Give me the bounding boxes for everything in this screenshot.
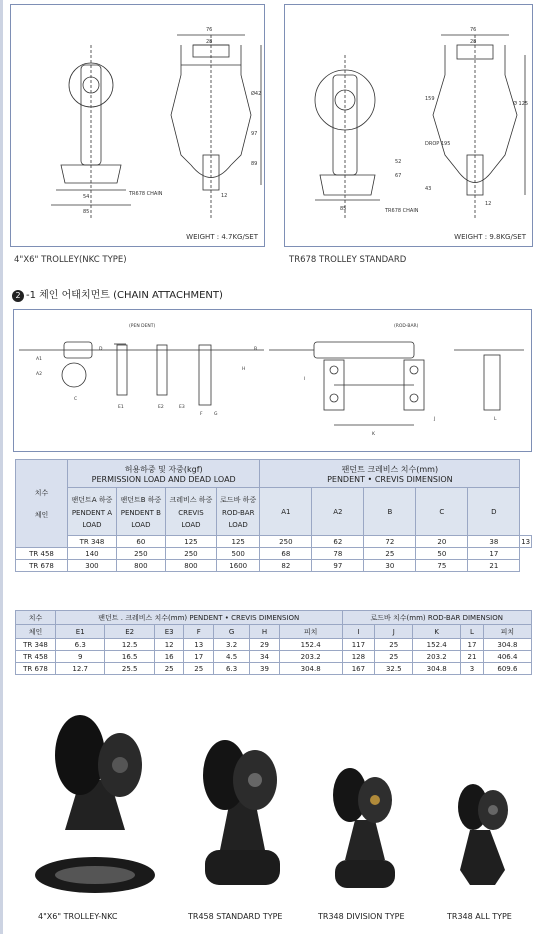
dim-a2: A2 bbox=[36, 372, 42, 377]
col-e1: E1 bbox=[56, 625, 105, 639]
col-e2: E2 bbox=[105, 625, 154, 639]
nkc-trolley-photo bbox=[20, 710, 170, 905]
load-group-header: 허용하중 및 자중(kgf) PERMISSION LOAD AND DEAD LOAD bbox=[68, 460, 260, 488]
col-crevis: 크레비스 하중 CREVIS LOAD bbox=[165, 488, 216, 536]
dim-159: 159 bbox=[425, 96, 435, 102]
dim-97: 97 bbox=[251, 131, 258, 137]
tr678-trolley-caption: TR678 TROLLEY STANDARD bbox=[289, 255, 407, 265]
row-name: TR 458 bbox=[16, 548, 68, 560]
dim-43: 43 bbox=[425, 186, 432, 192]
row-name: TR 348 bbox=[68, 536, 117, 548]
dim-28: 28 bbox=[206, 39, 213, 45]
col-l: L bbox=[461, 625, 484, 639]
col-i: I bbox=[342, 625, 375, 639]
col-pitch: 피치 bbox=[279, 625, 342, 639]
table-row: TR 458 9 16.5 16 17 4.5 34 203.2 128 25 203.2 21 406.4 bbox=[16, 651, 532, 663]
col-c: C bbox=[416, 488, 468, 536]
dim-76: 76 bbox=[206, 27, 213, 33]
nkc-trolley-drawing bbox=[11, 5, 264, 246]
dim-54: 54 bbox=[83, 194, 90, 200]
section-number-badge: 2 bbox=[12, 290, 24, 302]
photo-label-tr348-all: TR348 ALL TYPE bbox=[447, 912, 512, 921]
dim-85: 85 bbox=[340, 206, 347, 212]
pendent-label: (PEN DENT) bbox=[129, 324, 156, 329]
row-name: TR 348 bbox=[16, 639, 56, 651]
rod-bar-group-header: 로드바 치수(mm) ROD-BAR DIMENSION bbox=[342, 611, 531, 625]
dim-d: D bbox=[99, 347, 103, 352]
dim-i: I bbox=[304, 377, 306, 382]
nkc-trolley-drawing-panel bbox=[10, 4, 265, 247]
dim-52: 52 bbox=[395, 159, 402, 165]
pendent-rod-bar-dimension-table bbox=[15, 610, 532, 675]
dim-b: B bbox=[254, 347, 258, 352]
dim-k: K bbox=[372, 432, 375, 437]
section-title-text: -1 체인 어태치먼트 (CHAIN ATTACHMENT) bbox=[26, 290, 223, 301]
dim-12: 12 bbox=[221, 193, 228, 199]
col-pendent-b: 팬던트B 하중 PENDENT B LOAD bbox=[116, 488, 165, 536]
table-row: TR 348 6.3 12.5 12 13 3.2 29 152.4 117 25 152.4 17 304.8 bbox=[16, 639, 532, 651]
table-row: TR 678 300 800 800 1600 82 97 30 75 21 bbox=[16, 560, 532, 572]
weight-label: WEIGHT : 4.7KG/SET bbox=[186, 233, 258, 241]
tr348-all-photo bbox=[445, 775, 525, 900]
dim-c: C bbox=[74, 397, 78, 402]
col-a2: A2 bbox=[312, 488, 364, 536]
header-chain-cell: 치수 체인 bbox=[16, 460, 68, 548]
col-pendent-a: 팬던트A 하중 PENDENT A LOAD bbox=[68, 488, 117, 536]
nkc-trolley-caption: 4"X6" TROLLEY(NKC TYPE) bbox=[14, 255, 127, 265]
row-name: TR 678 bbox=[16, 560, 68, 572]
col-d: D bbox=[468, 488, 520, 536]
dim-g: G bbox=[214, 412, 218, 417]
chain-attachment-title bbox=[12, 286, 223, 302]
dim-28: 28 bbox=[470, 39, 477, 45]
pendent-group-header: 팬던트 . 크레비스 치수(mm) PENDENT • CREVIS DIMENSION bbox=[56, 611, 343, 625]
dim-l: L bbox=[494, 417, 497, 422]
dim-h: H bbox=[242, 367, 246, 372]
col-e3: E3 bbox=[154, 625, 184, 639]
chain-label: TR678 CHAIN bbox=[129, 191, 163, 197]
dim-e2: E2 bbox=[158, 405, 164, 410]
col-h: H bbox=[250, 625, 280, 639]
pendent-group-header: 팬던트 크레비스 치수(mm) PENDENT • CREVIS DIMENSION bbox=[260, 460, 520, 488]
chain-label: TR678 CHAIN bbox=[385, 208, 419, 214]
dim-e3: E3 bbox=[179, 405, 185, 410]
col-rod-bar: 로드바 하중 ROD-BAR LOAD bbox=[217, 488, 260, 536]
load-and-dimension-table bbox=[15, 459, 532, 572]
col-g: G bbox=[214, 625, 250, 639]
header-chain-cell-2: 체인 bbox=[16, 625, 56, 639]
dim-67: 67 bbox=[395, 173, 402, 179]
col-a1: A1 bbox=[260, 488, 312, 536]
tr458-standard-photo bbox=[185, 730, 295, 900]
col-pitch-2: 피치 bbox=[483, 625, 531, 639]
page-edge-strip bbox=[0, 0, 3, 934]
col-k: K bbox=[413, 625, 461, 639]
col-f: F bbox=[184, 625, 214, 639]
dim-125: Ø 125 bbox=[513, 101, 529, 107]
row-name: TR 458 bbox=[16, 651, 56, 663]
rod-bar-label: (ROD-BAR) bbox=[394, 324, 419, 329]
dim-42: Ø42 bbox=[251, 91, 262, 97]
header-chain-cell: 치수 bbox=[16, 611, 56, 625]
dim-76: 76 bbox=[470, 27, 477, 33]
dim-12: 12 bbox=[485, 201, 492, 207]
table-row: TR 348 60 125 125 250 62 72 20 38 13 bbox=[16, 536, 532, 548]
weight-label: WEIGHT : 9.8KG/SET bbox=[454, 233, 526, 241]
tr348-division-photo bbox=[320, 760, 410, 900]
col-j: J bbox=[375, 625, 413, 639]
dim-89: 89 bbox=[251, 161, 258, 167]
table-row: TR 678 12.7 25.5 25 25 6.3 39 304.8 167 32.5 304.8 3 609.6 bbox=[16, 663, 532, 675]
col-b: B bbox=[364, 488, 416, 536]
row-name: TR 678 bbox=[16, 663, 56, 675]
dim-85: 85 bbox=[83, 209, 90, 215]
dim-e1: E1 bbox=[118, 405, 124, 410]
dim-f: F bbox=[200, 412, 203, 417]
dim-a1: A1 bbox=[36, 357, 42, 362]
attachment-drawing bbox=[14, 310, 531, 451]
drop-label: DROP 195 bbox=[425, 141, 451, 147]
attachment-drawing-panel bbox=[13, 309, 532, 452]
tr678-trolley-drawing bbox=[285, 5, 532, 246]
photo-label-tr348-division: TR348 DIVISION TYPE bbox=[318, 912, 405, 921]
photo-label-nkc: 4"X6" TROLLEY-NKC bbox=[38, 912, 118, 921]
table-row: TR 458 140 250 250 500 68 78 25 50 17 bbox=[16, 548, 532, 560]
photo-label-tr458: TR458 STANDARD TYPE bbox=[188, 912, 283, 921]
dim-j: J bbox=[434, 417, 436, 422]
tr678-trolley-drawing-panel bbox=[284, 4, 533, 247]
